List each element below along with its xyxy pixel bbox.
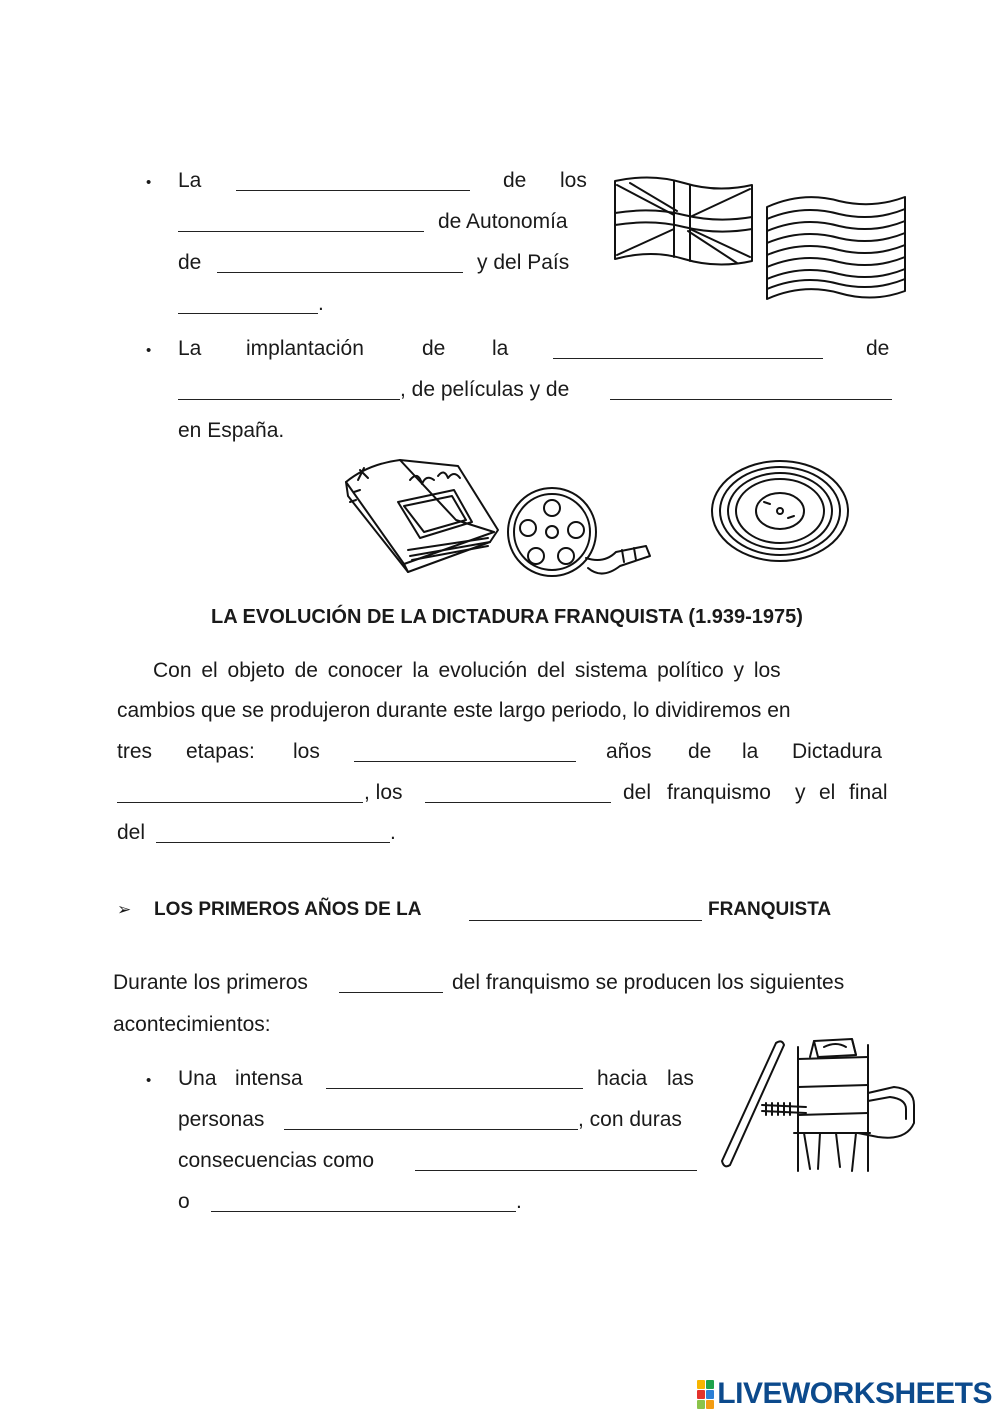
text: . [516,1190,522,1213]
text: Durante los primeros [113,971,308,994]
answer-blank[interactable] [469,900,702,921]
section-heading: FRANQUISTA [708,899,832,920]
text: personas [178,1108,265,1131]
answer-blank[interactable] [117,782,363,803]
answer-blank[interactable] [156,822,390,843]
answer-blank[interactable] [178,211,424,232]
section-heading: LOS PRIMEROS AÑOS DE LA [154,899,422,920]
text: . [318,292,324,315]
answer-blank[interactable] [217,252,463,273]
paragraph-line: Con el objeto de conocer la evolución del sistema político y los [153,659,781,682]
text: etapas: [186,740,255,763]
answer-blank[interactable] [425,782,611,803]
text: . [390,821,396,844]
text: las [667,1067,694,1090]
text: Dictadura [792,740,882,763]
text: de [422,337,446,360]
logo-text: LIVEWORKSHEETS [717,1377,992,1410]
text: o [178,1190,190,1213]
answer-blank[interactable] [354,741,576,762]
text: los [560,169,587,192]
text: consecuencias como [178,1149,375,1172]
text: de [503,169,527,192]
text: de [688,740,712,763]
answer-blank[interactable] [284,1109,578,1130]
text: en España. [178,419,285,442]
text: hacia [597,1067,648,1090]
film-reel-icon [504,484,656,584]
text: y [795,781,806,804]
text: del [117,821,146,844]
answer-blank[interactable] [236,170,470,191]
text: final [849,781,888,804]
logo-mark-icon [697,1380,714,1409]
answer-blank[interactable] [178,379,400,400]
british-flag-icon [612,173,757,273]
answer-blank[interactable] [211,1191,516,1212]
answer-blank[interactable] [553,338,823,359]
text: Una [178,1067,217,1090]
text: años [606,740,652,763]
text: implantación [246,337,364,360]
text: , de películas y de [400,378,570,401]
liveworksheets-logo[interactable] [697,1378,992,1410]
text: , con duras [578,1108,682,1131]
text: de Autonomía [438,210,568,233]
text: La [178,169,202,192]
section-title: LA EVOLUCIÓN DE LA DICTADURA FRANQUISTA (1.939-1975) [211,606,803,628]
text: del [623,781,652,804]
answer-blank[interactable] [178,293,318,314]
bullet: • [146,342,152,359]
text: la [742,740,759,763]
text: , los [364,781,403,804]
text: y del País [477,251,570,274]
text: los [293,740,320,763]
text: la [492,337,509,360]
garrote-icon [718,1037,918,1177]
bullet: • [146,174,152,191]
arrow-icon: ➢ [117,900,132,919]
answer-blank[interactable] [326,1068,583,1089]
text: La [178,337,202,360]
text: tres [117,740,153,763]
text: franquismo [667,781,771,804]
text: de [866,337,890,360]
book-icon [338,456,500,578]
text: acontecimientos: [113,1013,271,1036]
bullet: • [146,1072,152,1089]
vinyl-record-icon [708,458,852,564]
answer-blank[interactable] [339,972,443,993]
text: de [178,251,202,274]
text: del franquismo se producen los siguientes [452,971,845,994]
paragraph-line: cambios que se produjeron durante este largo periodo, lo dividiremos en [117,699,791,722]
catalan-flag-icon [763,187,909,305]
text: intensa [235,1067,303,1090]
answer-blank[interactable] [610,379,892,400]
text: el [819,781,836,804]
answer-blank[interactable] [415,1150,697,1171]
